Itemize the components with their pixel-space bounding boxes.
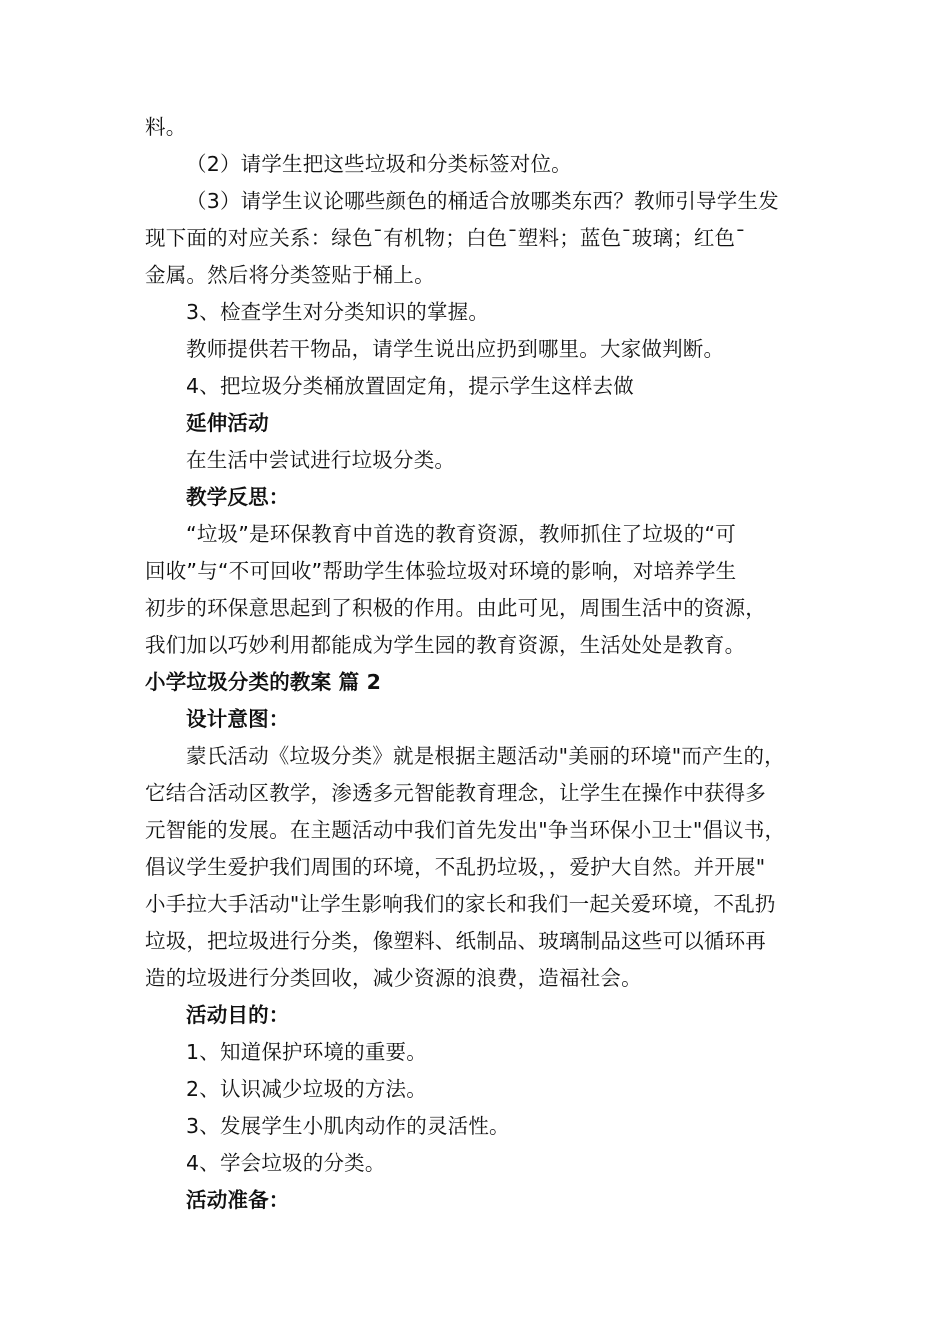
text-line-color-mapping: 现下面的对应关系：绿色¯有机物；白色¯塑料；蓝色¯玻璃；红色¯ (145, 226, 746, 250)
text-line-design-4: 倡议学生爱护我们周围的环境，不乱扔垃圾，，爱护大自然。并开展" (145, 855, 766, 879)
text-line-design-1: 蒙氏活动《垃圾分类》就是根据主题活动"美丽的环境"而产生的， (186, 744, 785, 768)
heading-activity-goals: 活动目的： (186, 1003, 290, 1027)
list-item-goal-2: 2、认识减少垃圾的方法。 (186, 1077, 427, 1101)
text-line-design-7: 造的垃圾进行分类回收，减少资源的浪费，造福社会。 (145, 966, 642, 990)
text-line-continuation: 料。 (145, 115, 187, 139)
text-line-design-6: 垃圾，把垃圾进行分类，像塑料、纸制品、玻璃制品这些可以循环再 (145, 929, 766, 953)
text-line-check-knowledge: 3、检查学生对分类知识的掌握。 (186, 300, 490, 324)
text-line-reflection-3: 初步的环保意思起到了积极的作用。由此可见，周围生活中的资源， (145, 596, 766, 620)
heading-teaching-reflection: 教学反思： (186, 485, 290, 509)
text-line-design-5: 小手拉大手活动"让学生影响我们的家长和我们一起关爱环境，不乱扔 (145, 892, 776, 916)
text-line-bins-corner: 4、把垃圾分类桶放置固定角，提示学生这样去做 (186, 374, 634, 398)
list-item-goal-4: 4、学会垃圾的分类。 (186, 1151, 386, 1175)
heading-activity-preparation: 活动准备： (186, 1188, 290, 1212)
section-title-lesson-2: 小学垃圾分类的教案 篇 2 (145, 670, 382, 694)
text-line-step-2: （2）请学生把这些垃圾和分类标签对位。 (186, 152, 572, 176)
list-item-goal-3: 3、发展学生小肌肉动作的灵活性。 (186, 1114, 510, 1138)
text-line-try-sorting: 在生活中尝试进行垃圾分类。 (186, 448, 456, 472)
heading-design-intent: 设计意图： (186, 707, 290, 731)
list-item-goal-1: 1、知道保护环境的重要。 (186, 1040, 427, 1064)
heading-extension-activity: 延伸活动 (186, 411, 269, 435)
text-line-reflection-4: 我们加以巧妙利用都能成为学生园的教育资源，生活处处是教育。 (145, 633, 746, 657)
text-line-design-2: 它结合活动区教学，渗透多元智能教育理念，让学生在操作中获得多 (145, 781, 766, 805)
text-line-reflection-2: 回收”与“不可回收”帮助学生体验垃圾对环境的影响，对培养学生 (145, 559, 737, 583)
text-line-step-3: （3）请学生议论哪些颜色的桶适合放哪类东西？教师引导学生发 (186, 189, 779, 213)
text-line-design-3: 元智能的发展。在主题活动中我们首先发出"争当环保小卫士"倡议书， (145, 818, 786, 842)
text-line-labels: 金属。然后将分类签贴于桶上。 (145, 263, 435, 287)
text-line-teacher-items: 教师提供若干物品，请学生说出应扔到哪里。大家做判断。 (186, 337, 725, 361)
text-line-reflection-1: “垃圾”是环保教育中首选的教育资源，教师抓住了垃圾的“可 (186, 522, 736, 546)
